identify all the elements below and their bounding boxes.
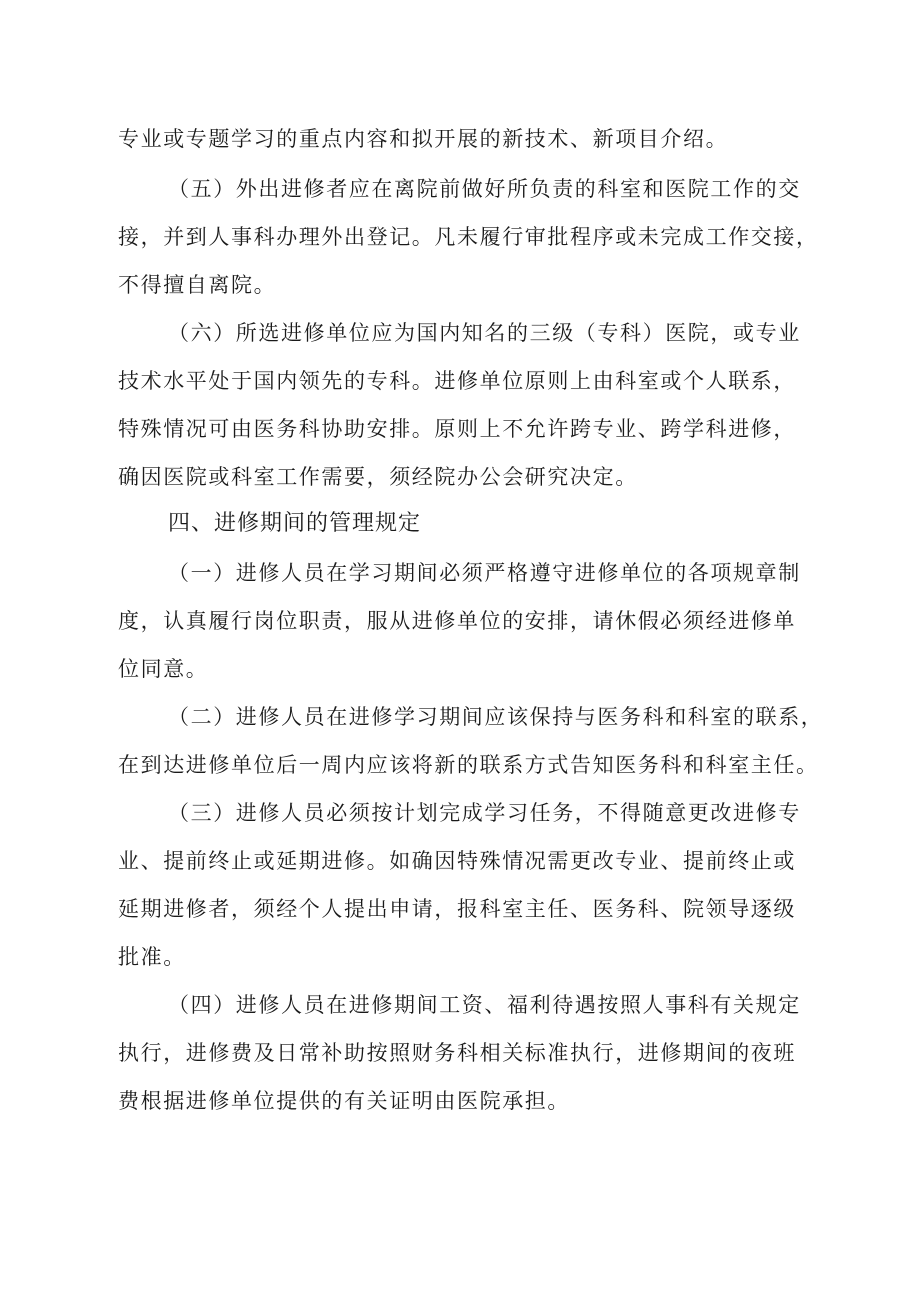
paragraph-line: 批准。 [118,945,186,969]
paragraph-line: 位同意。 [118,657,209,681]
paragraph-line: 度，认真履行岗位职责，服从进修单位的安排，请休假必须经进修单 [118,609,796,633]
paragraph-line: （二）进修人员在进修学习期间应该保持与医务科和科室的联系， [168,705,824,729]
paragraph-line: 业、提前终止或延期进修。如确因特殊情况需更改专业、提前终止或 [118,849,796,873]
paragraph-line: （四）进修人员在进修期间工资、福利待遇按照人事科有关规定 [168,993,801,1017]
paragraph-line: 特殊情况可由医务科协助安排。原则上不允许跨专业、跨学科进修， [118,417,796,441]
paragraph-line: （五）外出进修者应在离院前做好所负责的科室和医院工作的交 [168,177,801,201]
paragraph-line: 费根据进修单位提供的有关证明由医院承担。 [118,1089,570,1113]
paragraph-line: （一）进修人员在学习期间必须严格遵守进修单位的各项规章制 [168,561,801,585]
section-heading: 四、进修期间的管理规定 [168,511,422,536]
paragraph-line: （六）所选进修单位应为国内知名的三级（专科）医院，或专业 [168,321,801,345]
paragraph-line: 确因医院或科室工作需要，须经院办公会研究决定。 [118,465,638,489]
paragraph-line: 接，并到人事科办理外出登记。凡未履行审批程序或未完成工作交接， [118,225,819,249]
paragraph-line: 不得擅自离院。 [118,273,277,297]
paragraph-line: （三）进修人员必须按计划完成学习任务，不得随意更改进修专 [168,801,801,825]
paragraph-line: 技术水平处于国内领先的专科。进修单位原则上由科室或个人联系， [118,369,796,393]
paragraph-line: 执行，进修费及日常补助按照财务科相关标准执行，进修期间的夜班 [118,1041,796,1065]
paragraph-line: 专业或专题学习的重点内容和拟开展的新技术、新项目介绍。 [118,127,729,151]
paragraph-line: 在到达进修单位后一周内应该将新的联系方式告知医务科和科室主任。 [118,753,819,777]
paragraph-line: 延期进修者，须经个人提出申请，报科室主任、医务科、院领导逐级 [118,897,796,921]
